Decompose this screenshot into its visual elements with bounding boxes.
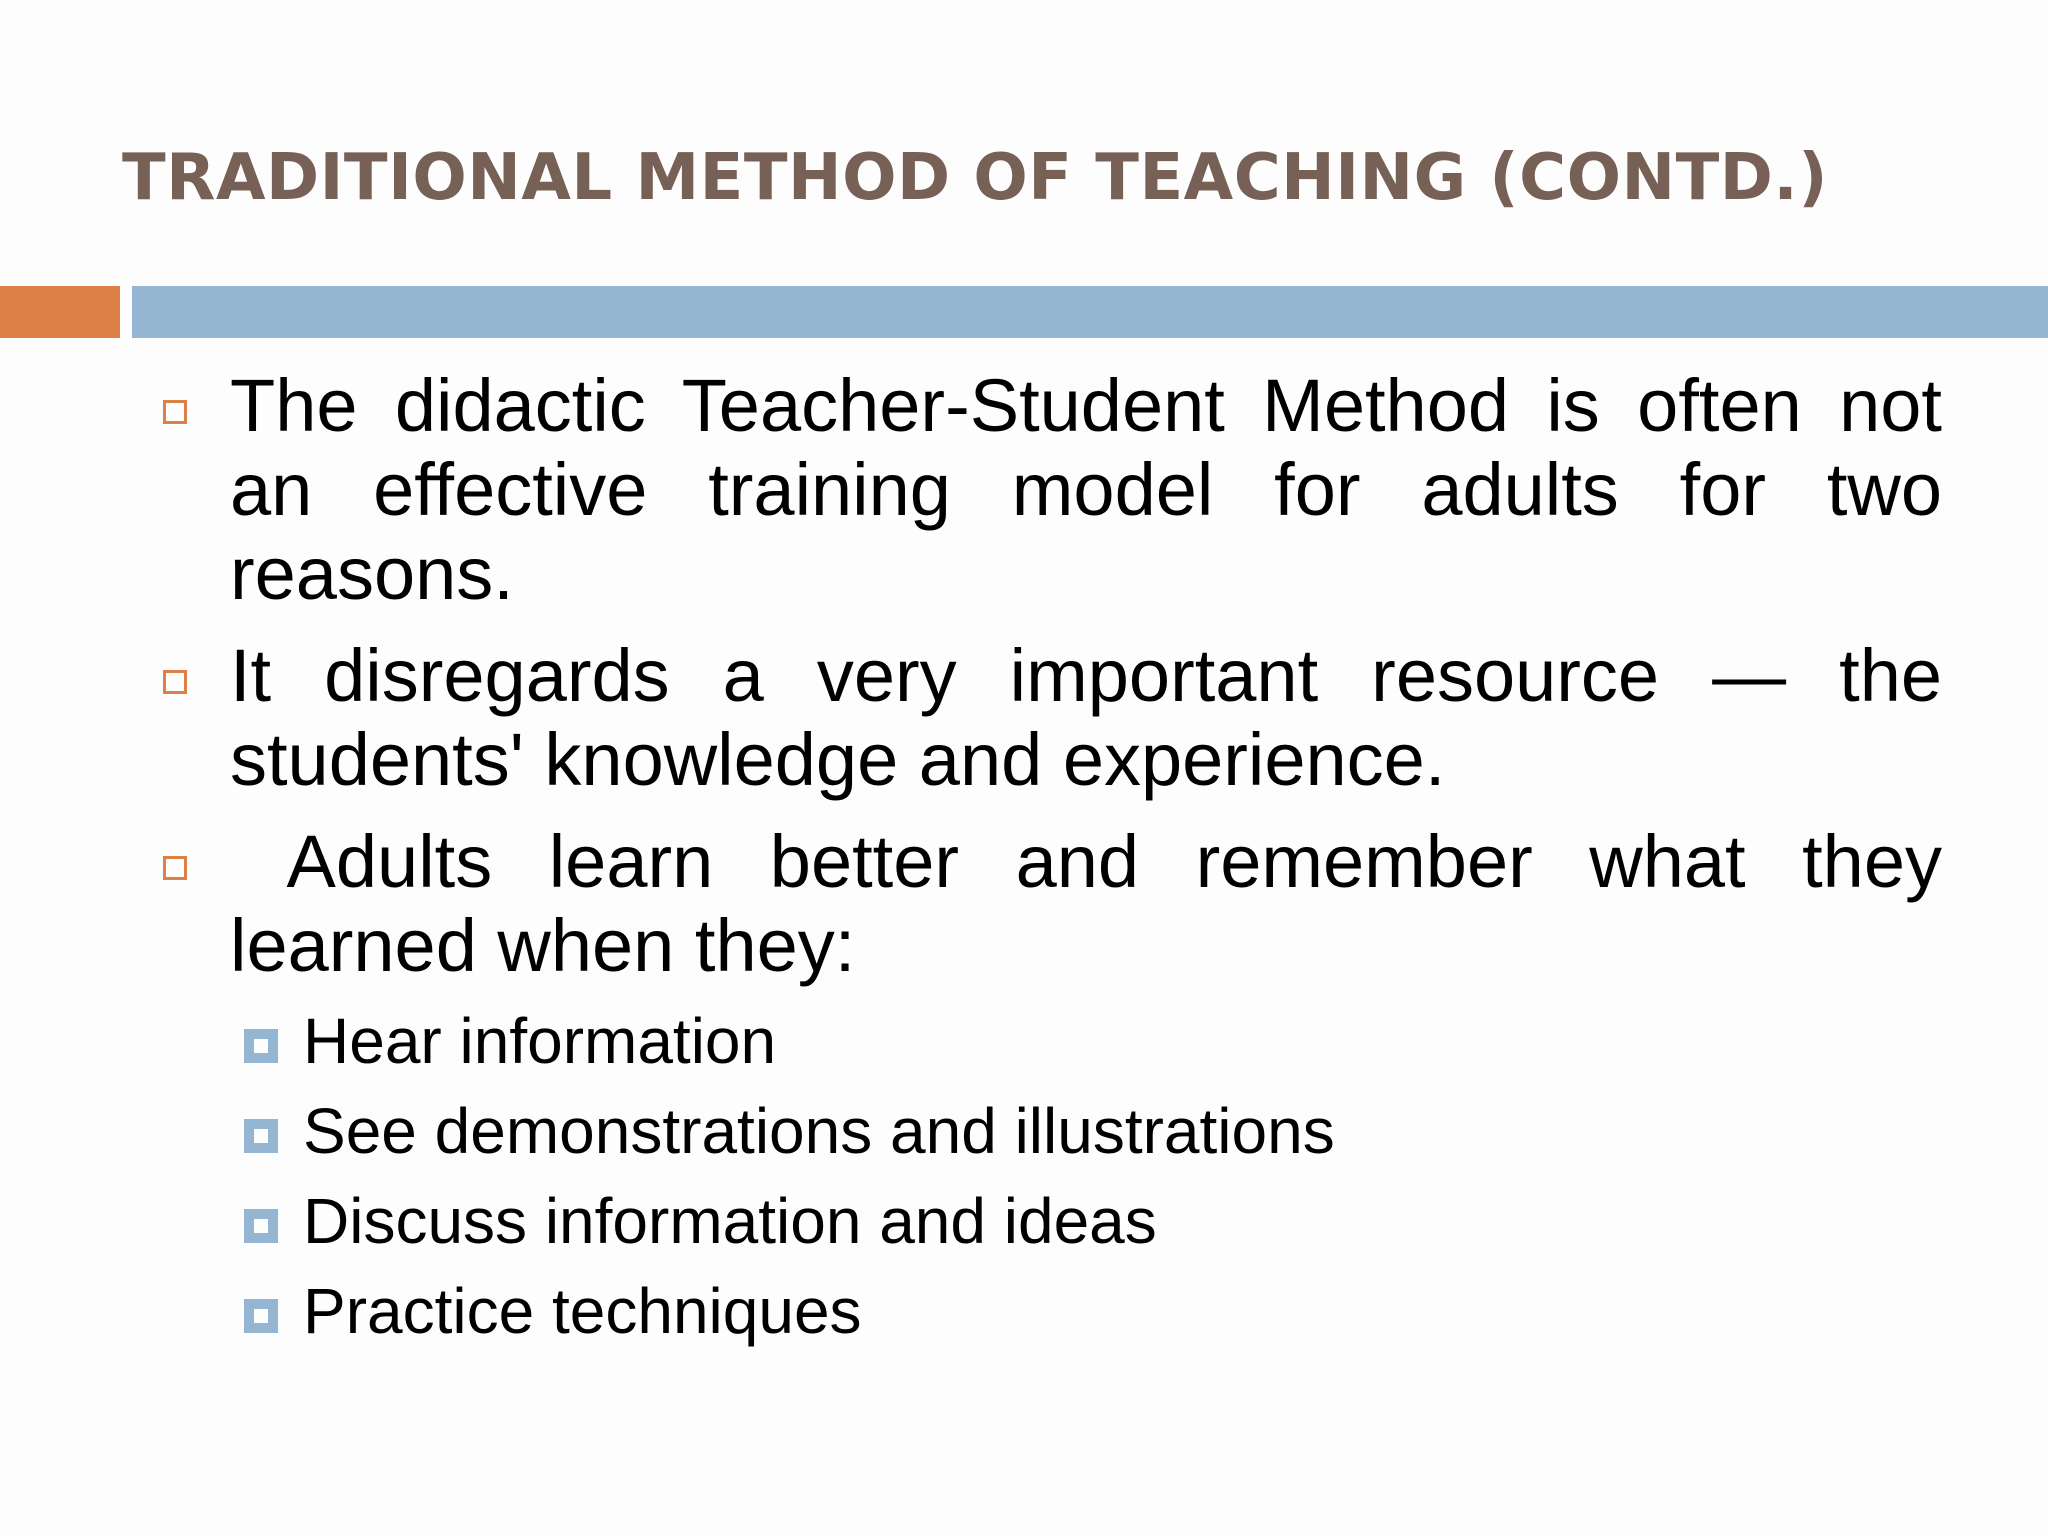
- accent-bar-blue: [132, 286, 2048, 338]
- slide-title: TRADITIONAL METHOD OF TEACHING (CONTD.): [122, 141, 1828, 215]
- sub-bullet-text: Practice techniques: [303, 1275, 862, 1347]
- sub-bullet-item: [303, 1266, 2048, 1356]
- bullet-text: The didactic Teacher-Student Method is often not an effective training model for adults for two reasons.: [230, 364, 1942, 615]
- sub-bullet-text: Discuss information and ideas: [303, 1185, 1157, 1257]
- filled-square-bullet-icon: [244, 1029, 278, 1063]
- sub-bullet-item: [303, 1176, 2048, 1266]
- sub-bullet-list: [303, 996, 2048, 1356]
- accent-bar-orange: [0, 286, 120, 338]
- bullet-item: [230, 634, 1942, 802]
- sub-bullet-text: Hear information: [303, 1005, 777, 1077]
- square-bullet-icon: [163, 856, 187, 880]
- bullet-item: [230, 364, 1942, 616]
- bullet-text: It disregards a very important resource — the students' knowledge and experience.: [230, 634, 1942, 801]
- sub-bullet-item: [303, 1086, 2048, 1176]
- sub-bullet-item: [303, 996, 2048, 1086]
- square-bullet-icon: [163, 670, 187, 694]
- filled-square-bullet-icon: [244, 1299, 278, 1333]
- filled-square-bullet-icon: [244, 1119, 278, 1153]
- square-bullet-icon: [163, 400, 187, 424]
- slide-content: [0, 364, 2048, 1356]
- filled-square-bullet-icon: [244, 1209, 278, 1243]
- bullet-text: Adults learn better and remember what they learned when they:: [230, 820, 1963, 987]
- bullet-item: [230, 820, 1963, 988]
- sub-bullet-text: See demonstrations and illustrations: [303, 1095, 1335, 1167]
